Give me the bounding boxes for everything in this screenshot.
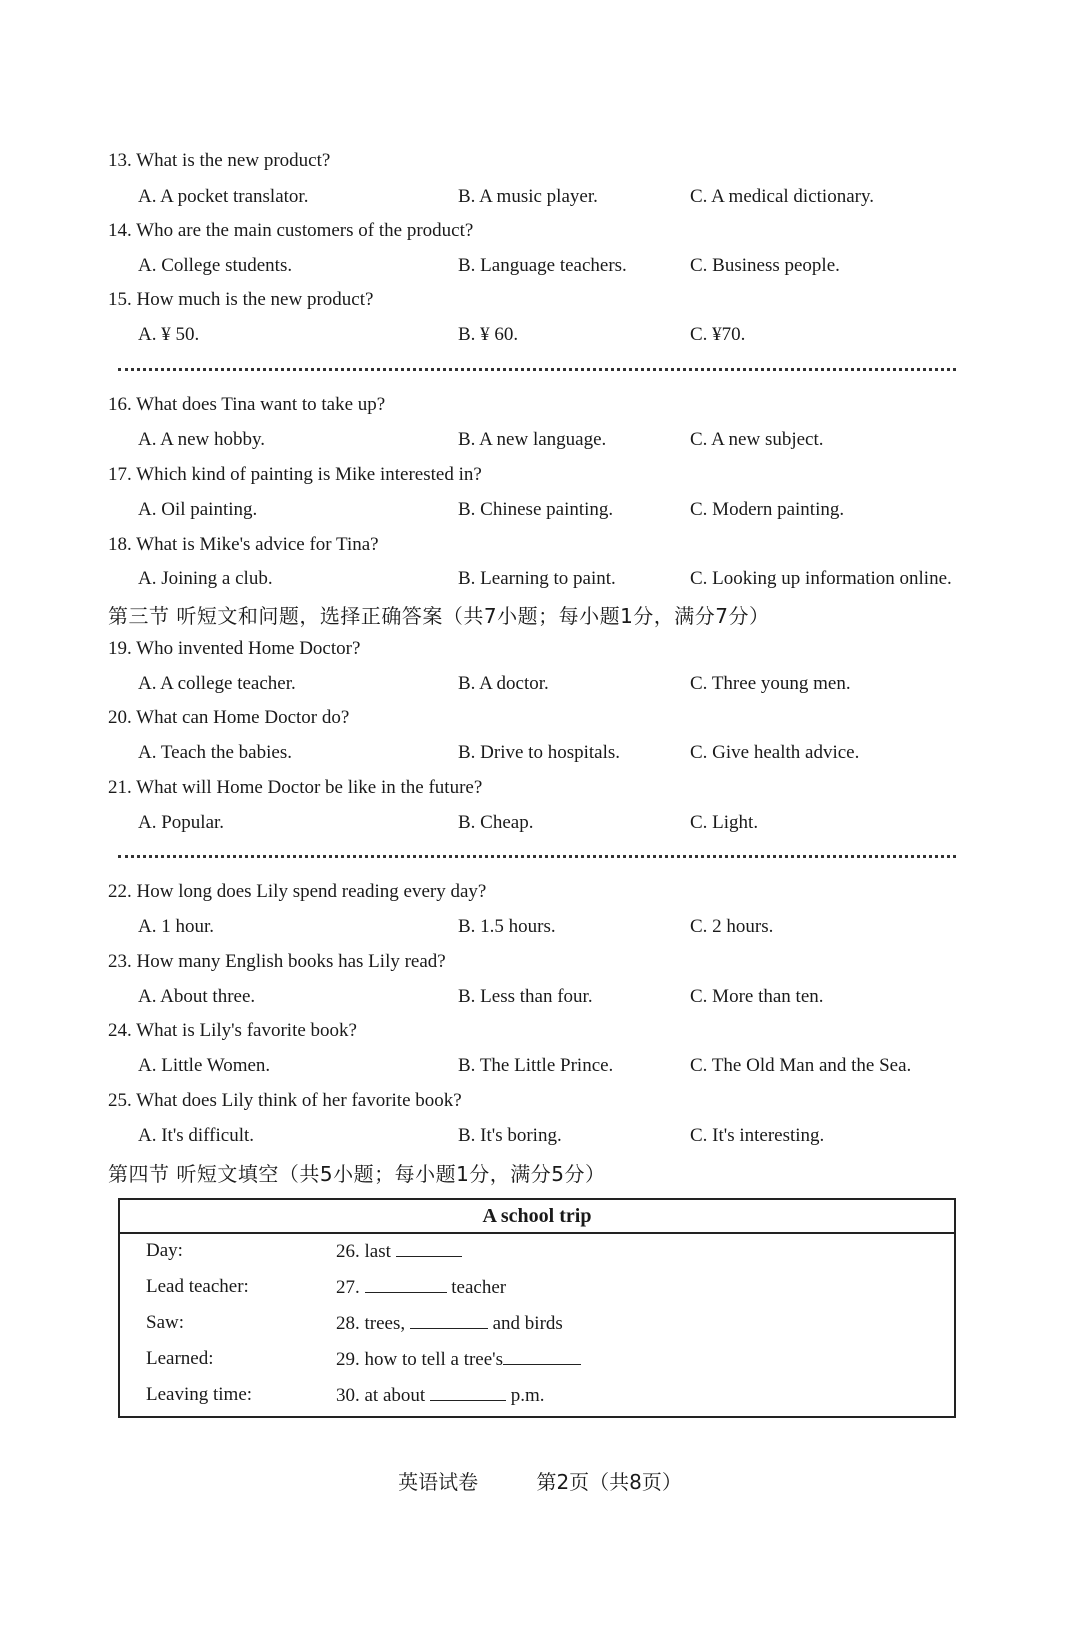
q24-option-b: B. The Little Prince. — [458, 1055, 614, 1076]
q23-option-c: C. More than ten. — [690, 986, 824, 1007]
question-15: 15. How much is the new product? — [108, 289, 374, 310]
q21-option-a: A. Popular. — [138, 812, 225, 833]
q24-option-a: A. Little Women. — [138, 1055, 271, 1076]
q17-option-c: C. Modern painting. — [690, 499, 845, 520]
item-27-suffix: teacher — [446, 1277, 507, 1298]
q18-option-b: B. Learning to paint. — [458, 568, 616, 589]
q24-option-c: C. The Old Man and the Sea. — [690, 1055, 912, 1076]
question-18: 18. What is Mike's advice for Tina? — [108, 534, 379, 555]
row-label-day: Day: — [146, 1240, 183, 1261]
question-14: 14. Who are the main customers of the product? — [108, 220, 474, 241]
row-label-lead-teacher: Lead teacher: — [146, 1276, 249, 1297]
q19-option-b: B. A doctor. — [458, 673, 549, 694]
q23-option-a: A. About three. — [138, 986, 256, 1007]
row-value-leaving-time — [336, 1384, 544, 1407]
q17-option-b: B. Chinese painting. — [458, 499, 614, 520]
q22-option-a: A. 1 hour. — [138, 916, 214, 937]
q17-option-a: A. Oil painting. — [138, 499, 258, 520]
q19-option-c: C. Three young men. — [690, 673, 851, 694]
q25-option-a: A. It's difficult. — [138, 1125, 255, 1146]
q18-option-a: A. Joining a club. — [138, 568, 273, 589]
q20-option-b: B. Drive to hospitals. — [458, 742, 621, 763]
question-23: 23. How many English books has Lily read? — [108, 951, 446, 972]
footer-subject: 英语试卷 — [398, 1470, 479, 1494]
q15-option-a: A. ¥ 50. — [138, 324, 200, 345]
blank-30[interactable] — [430, 1384, 506, 1401]
q14-option-a: A. College students. — [138, 255, 293, 276]
q15-option-b: B. ¥ 60. — [458, 324, 519, 345]
question-17: 17. Which kind of painting is Mike interested in? — [108, 464, 482, 485]
question-22: 22. How long does Lily spend reading every day? — [108, 881, 487, 902]
q19-option-a: A. A college teacher. — [138, 673, 296, 694]
question-24: 24. What is Lily's favorite book? — [108, 1020, 357, 1041]
row-value-saw — [336, 1312, 563, 1335]
item-28-text: 28. trees, — [336, 1313, 406, 1334]
q21-option-b: B. Cheap. — [458, 812, 534, 833]
row-label-leaving-time: Leaving time: — [146, 1384, 253, 1405]
footer-page-number: 第2页（共8页） — [536, 1470, 682, 1494]
school-trip-table — [118, 1198, 956, 1418]
q18-option-c: C. Looking up information online. — [690, 568, 952, 589]
question-25: 25. What does Lily think of her favorite book? — [108, 1090, 462, 1111]
q16-option-c: C. A new subject. — [690, 429, 824, 450]
q16-option-b: B. A new language. — [458, 429, 607, 450]
section-3-heading: 第三节 听短文和问题，选择正确答案（共7小题；每小题1分，满分7分） — [108, 604, 770, 628]
q14-option-c: C. Business people. — [690, 255, 840, 276]
row-value-lead-teacher — [336, 1276, 506, 1299]
q13-option-b: B. A music player. — [458, 186, 598, 207]
q25-option-b: B. It's boring. — [458, 1125, 562, 1146]
blank-27[interactable] — [365, 1276, 447, 1293]
row-label-saw: Saw: — [146, 1312, 184, 1333]
q13-option-c: C. A medical dictionary. — [690, 186, 874, 207]
q23-option-b: B. Less than four. — [458, 986, 593, 1007]
row-label-learned: Learned: — [146, 1348, 214, 1369]
q22-option-c: C. 2 hours. — [690, 916, 774, 937]
q22-option-b: B. 1.5 hours. — [458, 916, 556, 937]
table-title: A school trip — [120, 1200, 954, 1234]
question-19: 19. Who invented Home Doctor? — [108, 638, 361, 659]
q13-option-a: A. A pocket translator. — [138, 186, 309, 207]
blank-29[interactable] — [503, 1348, 581, 1365]
q21-option-c: C. Light. — [690, 812, 759, 833]
page-footer — [0, 1466, 1080, 1495]
question-13: 13. What is the new product? — [108, 150, 331, 171]
question-20: 20. What can Home Doctor do? — [108, 707, 350, 728]
dotted-divider — [118, 855, 956, 858]
q25-option-c: C. It's interesting. — [690, 1125, 825, 1146]
question-16: 16. What does Tina want to take up? — [108, 394, 386, 415]
item-27-text: 27. — [336, 1277, 365, 1298]
item-29-text: 29. how to tell a tree's — [336, 1349, 503, 1370]
question-21: 21. What will Home Doctor be like in the future? — [108, 777, 483, 798]
q14-option-b: B. Language teachers. — [458, 255, 627, 276]
section-4-heading: 第四节 听短文填空（共5小题；每小题1分，满分5分） — [108, 1162, 606, 1186]
item-28-suffix: and birds — [487, 1313, 563, 1334]
item-30-text: 30. at about — [336, 1385, 426, 1406]
q16-option-a: A. A new hobby. — [138, 429, 266, 450]
row-value-learned — [336, 1348, 581, 1371]
blank-26[interactable] — [396, 1240, 462, 1257]
item-30-suffix: p.m. — [505, 1385, 545, 1406]
row-value-day — [336, 1240, 462, 1263]
blank-28[interactable] — [410, 1312, 488, 1329]
q20-option-c: C. Give health advice. — [690, 742, 860, 763]
q20-option-a: A. Teach the babies. — [138, 742, 292, 763]
q15-option-c: C. ¥70. — [690, 324, 746, 345]
dotted-divider — [118, 368, 956, 371]
item-26-text: 26. last — [336, 1241, 391, 1262]
